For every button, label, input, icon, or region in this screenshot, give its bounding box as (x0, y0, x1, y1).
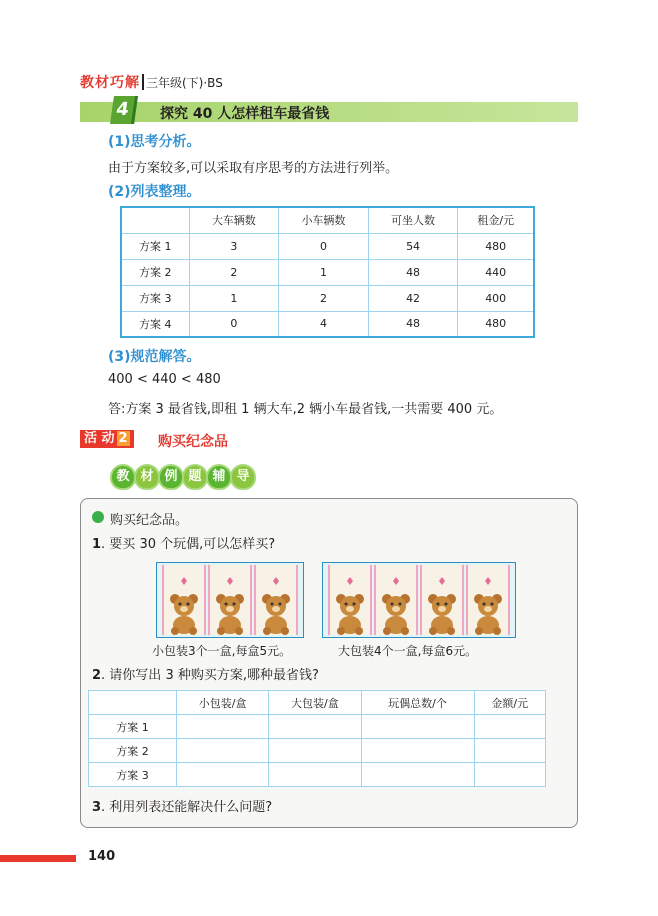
large-package-caption: 大包装4个一盒,每盒6元。 (338, 644, 478, 658)
table-cell: 480 (458, 233, 534, 259)
table-cell (361, 739, 474, 763)
table-cell (177, 763, 269, 787)
table-header-cell (89, 691, 177, 715)
table-row (121, 285, 534, 311)
table-cell: 方案 3 (121, 285, 189, 311)
table-cell: 1 (279, 259, 369, 285)
table-cell: 方案 1 (121, 233, 189, 259)
table-cell: 48 (368, 311, 458, 337)
table-cell (474, 739, 545, 763)
table-cell: 480 (458, 311, 534, 337)
banner-char: 材 (136, 466, 158, 488)
table-cell (269, 739, 361, 763)
table-row (89, 715, 546, 739)
activity-label: 活 动 (84, 431, 115, 446)
card-intro: 购买纪念品。 (110, 513, 189, 528)
table-cell: 42 (368, 285, 458, 311)
bear-toy-icon (254, 565, 298, 635)
question-text: . 要买 30 个玩偶,可以怎样买? (101, 537, 276, 552)
comparison-expression: 400 < 440 < 480 (108, 372, 221, 387)
banner-char: 导 (232, 466, 254, 488)
question-number: 1 (92, 537, 102, 552)
table-cell (177, 739, 269, 763)
bear-toy-icon (466, 565, 510, 635)
table-header-row (89, 691, 546, 715)
textbook-example-banner (112, 466, 254, 488)
table-cell (361, 715, 474, 739)
table-header-cell: 租金/元 (458, 207, 534, 233)
table-row (121, 233, 534, 259)
table-header-cell: 大包装/盒 (269, 691, 361, 715)
table-cell: 方案 4 (121, 311, 189, 337)
question-1 (92, 533, 275, 552)
table-cell (474, 715, 545, 739)
table-header-cell: 可坐人数 (368, 207, 458, 233)
section-title: 探究 40 人怎样租车最省钱 (160, 106, 330, 122)
table-cell: 0 (279, 233, 369, 259)
table-header-cell: 大车辆数 (189, 207, 279, 233)
activity-number: 2 (118, 431, 128, 446)
table-cell: 方案 1 (89, 715, 177, 739)
bear-toy-icon (328, 565, 372, 635)
table-cell: 48 (368, 259, 458, 285)
table-cell (177, 715, 269, 739)
table-header-cell: 玩偶总数/个 (361, 691, 474, 715)
footer-accent-bar (0, 855, 76, 862)
table-row (89, 739, 546, 763)
header-divider (142, 74, 144, 90)
step1-heading: (1)思考分析。 (108, 134, 201, 150)
small-package-image (156, 562, 304, 638)
table-cell (474, 763, 545, 787)
table-cell: 2 (279, 285, 369, 311)
banner-char: 辅 (208, 466, 230, 488)
table-header-cell: 小车辆数 (279, 207, 369, 233)
page-number: 140 (88, 849, 116, 864)
question-3 (92, 796, 272, 815)
grade-label: 三年级(下)·BS (146, 76, 223, 90)
banner-char: 题 (184, 466, 206, 488)
table-cell: 1 (189, 285, 279, 311)
green-dot-icon (92, 511, 104, 523)
table-row (121, 311, 534, 337)
table-cell (361, 763, 474, 787)
table-cell: 3 (189, 233, 279, 259)
table-cell: 方案 2 (121, 259, 189, 285)
large-package-image (322, 562, 516, 638)
step1-text: 由于方案较多,可以采取有序思考的方法进行列举。 (108, 161, 399, 176)
section-number: 4 (110, 96, 138, 124)
table-cell: 方案 2 (89, 739, 177, 763)
bear-toy-icon (374, 565, 418, 635)
bear-toy-icon (162, 565, 206, 635)
table-cell (269, 715, 361, 739)
step3-heading: (3)规范解答。 (108, 349, 201, 365)
question-2 (92, 664, 319, 683)
activity-badge (80, 430, 134, 448)
question-text: . 请你写出 3 种购买方案,哪种最省钱? (101, 668, 319, 683)
step2-heading: (2)列表整理。 (108, 184, 201, 200)
question-number: 3 (92, 800, 102, 815)
table-header-cell: 小包装/盒 (177, 691, 269, 715)
table-cell: 54 (368, 233, 458, 259)
table-cell: 0 (189, 311, 279, 337)
book-brand: 教材巧解 (80, 75, 140, 91)
answer-text: 答:方案 3 最省钱,即租 1 辆大车,2 辆小车最省钱,一共需要 400 元。 (108, 402, 503, 417)
table-cell: 2 (189, 259, 279, 285)
table-cell (269, 763, 361, 787)
activity-title: 购买纪念品 (158, 434, 228, 450)
banner-char: 教 (112, 466, 134, 488)
bear-toy-icon (208, 565, 252, 635)
bear-toy-icon (420, 565, 464, 635)
small-package-caption: 小包装3个一盒,每盒5元。 (152, 644, 292, 658)
question-text: . 利用列表还能解决什么问题? (101, 800, 273, 815)
table-cell: 400 (458, 285, 534, 311)
banner-char: 例 (160, 466, 182, 488)
rental-plan-table (120, 206, 535, 338)
table-row (121, 259, 534, 285)
table-header-row (121, 207, 534, 233)
table-row (89, 763, 546, 787)
purchase-plan-table (88, 690, 546, 787)
question-number: 2 (92, 668, 102, 683)
table-cell: 方案 3 (89, 763, 177, 787)
table-header-cell (121, 207, 189, 233)
table-header-cell: 金额/元 (474, 691, 545, 715)
table-cell: 440 (458, 259, 534, 285)
table-cell: 4 (279, 311, 369, 337)
